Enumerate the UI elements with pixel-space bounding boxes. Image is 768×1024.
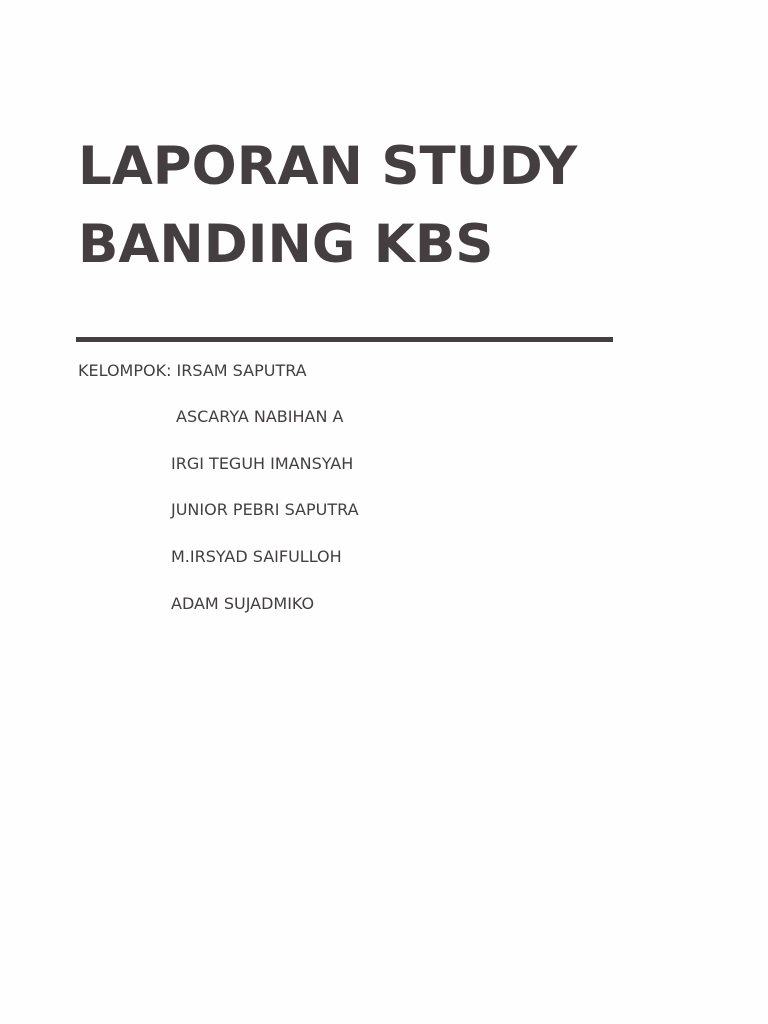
member-name: M.IRSYAD SAIFULLOH [171, 547, 342, 566]
title-divider [76, 337, 613, 342]
title-line-2: BANDING KBS [78, 214, 494, 275]
member-name: ADAM SUJADMIKO [171, 594, 315, 613]
title-line-1: LAPORAN STUDY [78, 136, 578, 197]
member-name: ASCARYA NABIHAN A [176, 407, 344, 426]
document-title [78, 128, 577, 284]
member-name: JUNIOR PEBRI SAPUTRA [171, 500, 359, 519]
member-name: IRGI TEGUH IMANSYAH [171, 454, 354, 473]
group-label: KELOMPOK: IRSAM SAPUTRA [78, 361, 307, 380]
